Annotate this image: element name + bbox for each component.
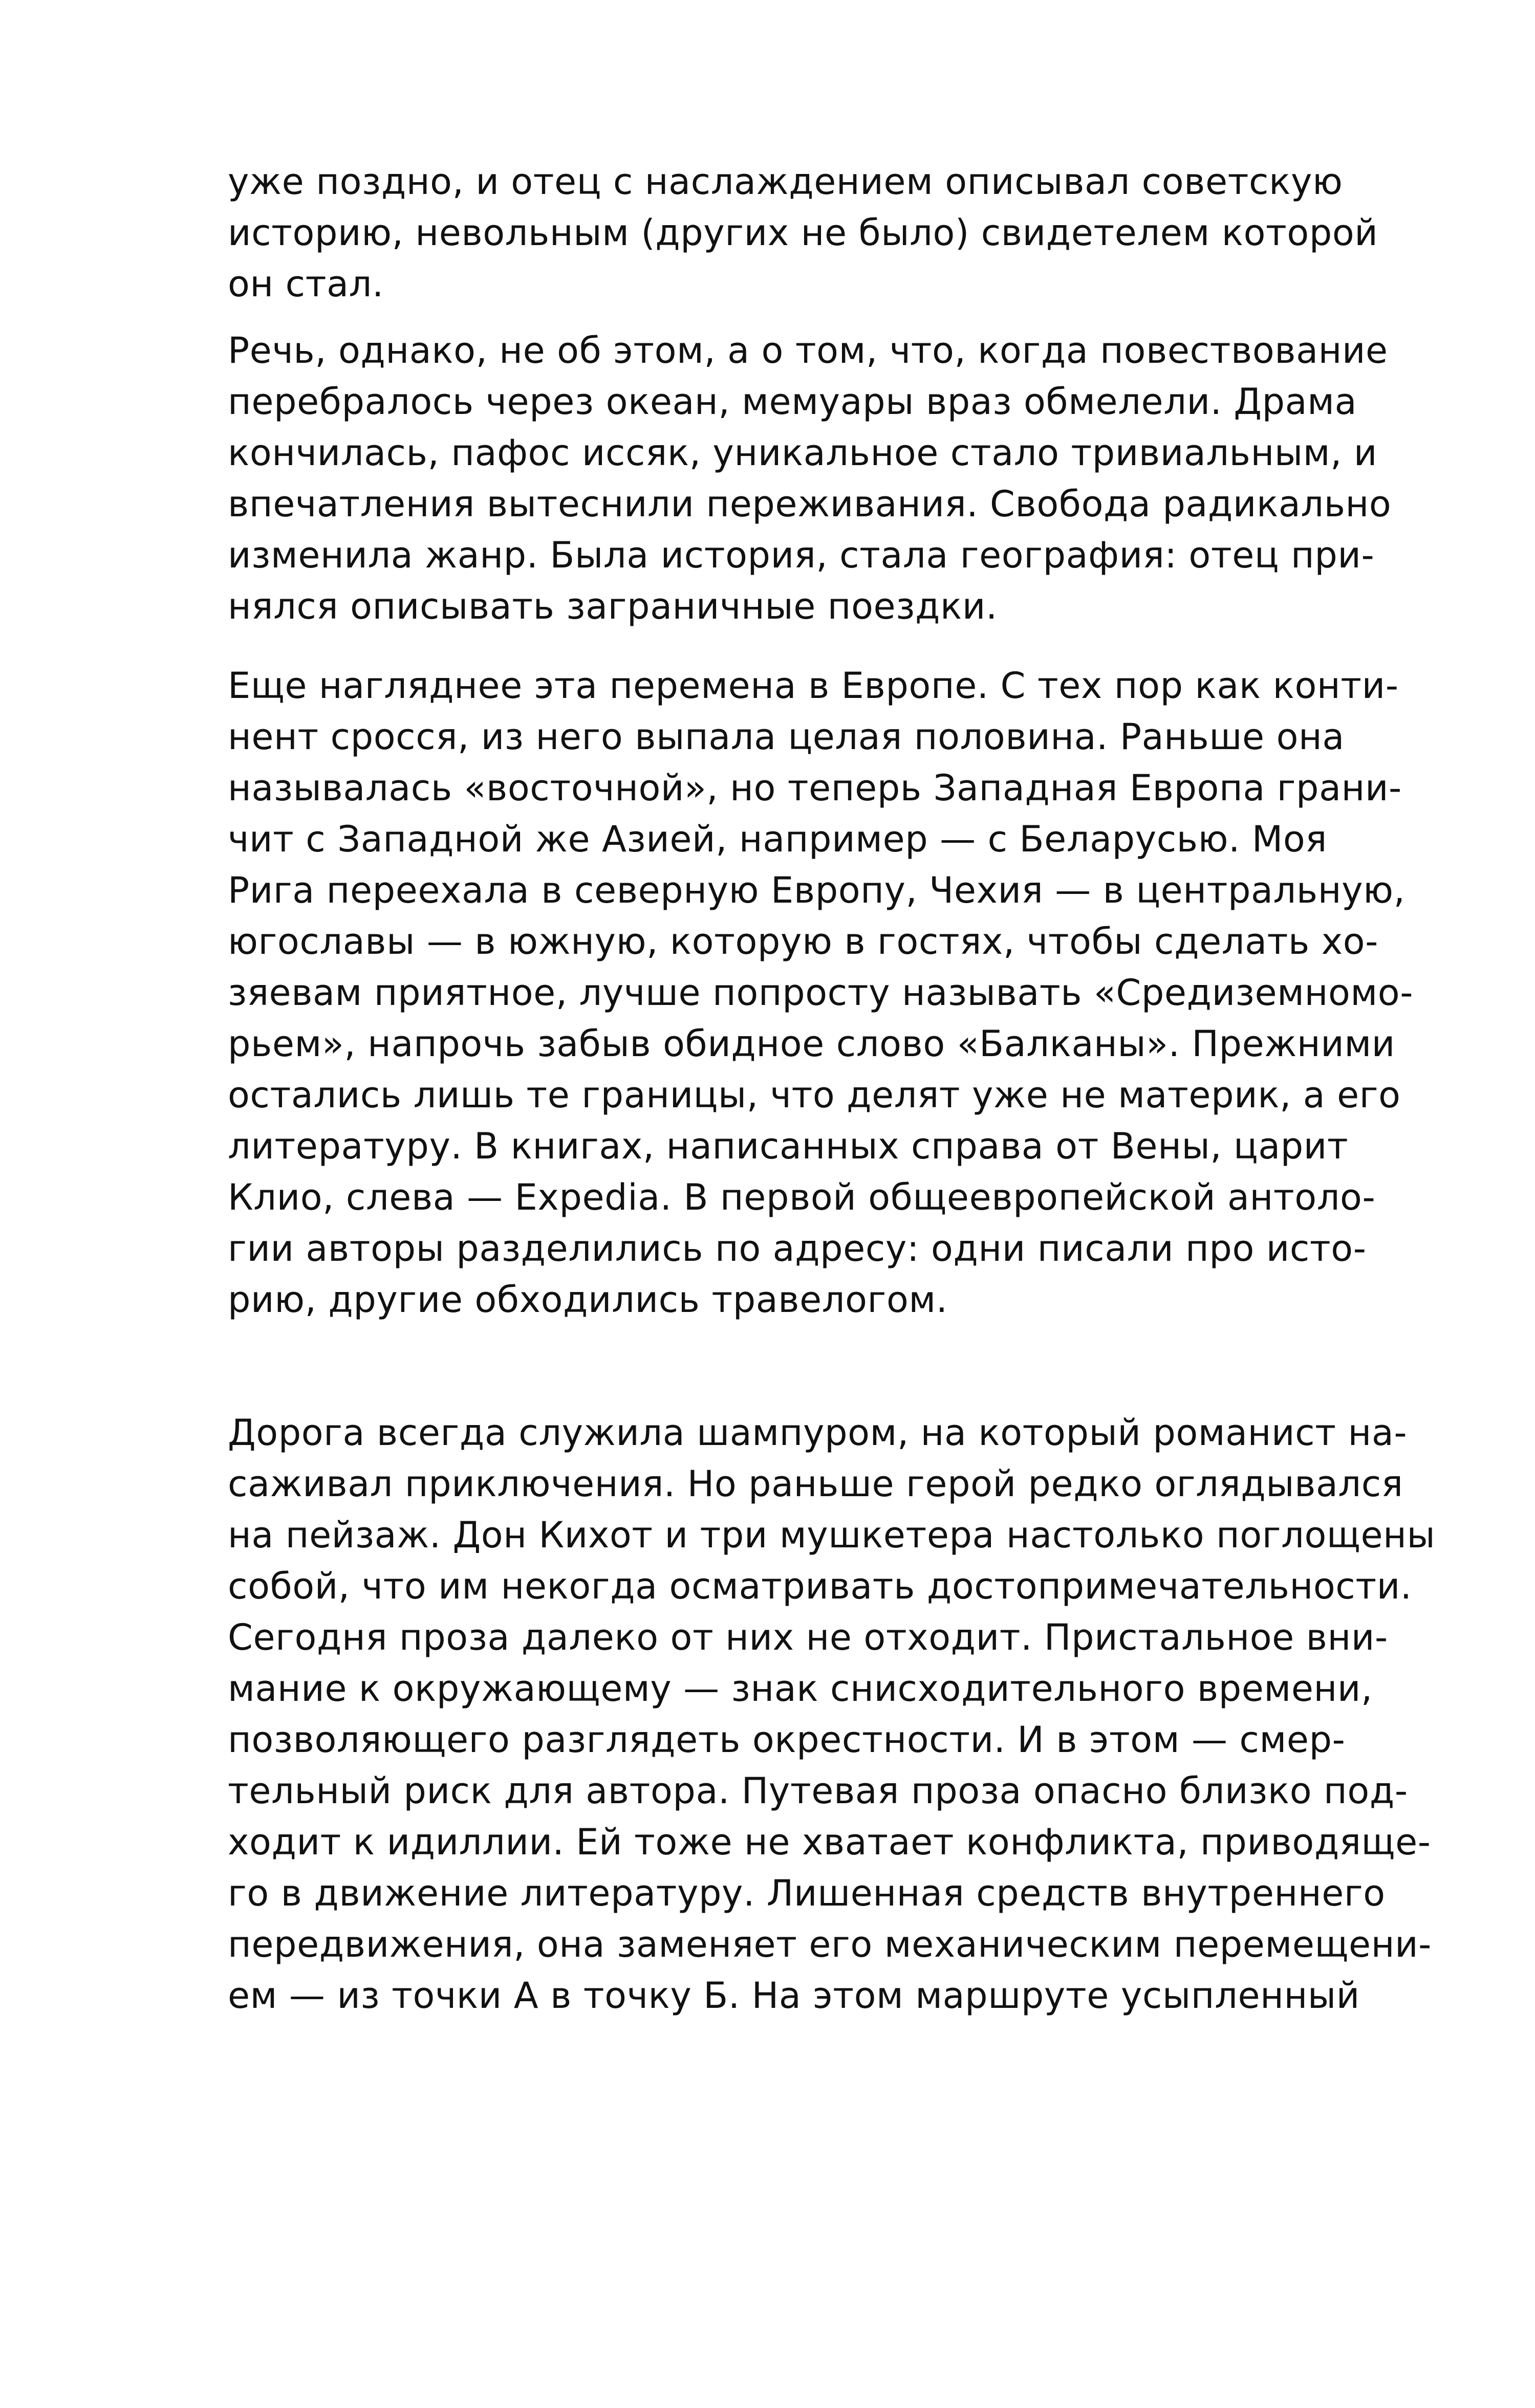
text-line: Сегодня проза далеко от них не отходит. Пристальное вни-: [228, 1616, 1388, 1658]
text-line: уже поздно, и отец с наслаждением описывал советскую: [228, 161, 1343, 203]
text-line: он стал.: [228, 263, 384, 305]
text-line: изменила жанр. Была история, стала география: отец при-: [228, 534, 1375, 576]
text-line: Дорога всегда служила шампуром, на который романист на-: [228, 1412, 1408, 1454]
text-line: югославы — в южную, которую в гостях, чтобы сделать хо-: [228, 921, 1378, 962]
text-line: Еще нагляднее эта перемена в Европе. С тех пор как конти-: [228, 665, 1399, 707]
text-line: чит с Западной же Азией, например — с Беларусью. Моя: [228, 818, 1328, 860]
text-line: Клио, слева — Expedia. В первой общеевропейской антоло-: [228, 1176, 1376, 1218]
paragraph-3: [228, 660, 1414, 1325]
text-line: Речь, однако, не об этом, а о том, что, когда повествование: [228, 330, 1388, 371]
text-line: мание к окружающему — знак снисходительного времени,: [228, 1668, 1373, 1710]
text-line: зяевам приятное, лучше попросту называть «Средиземномо-: [228, 972, 1414, 1014]
text-line: впечатления вытеснили переживания. Свобода радикально: [228, 483, 1392, 525]
text-line: историю, невольным (других не было) свидетелем которой: [228, 212, 1378, 254]
text-line: рьем», напрочь забыв обидное слово «Балканы». Прежними: [228, 1023, 1395, 1065]
text-line: ходит к идиллии. Ей тоже не хватает конфликта, приводяще-: [228, 1821, 1431, 1863]
text-line: Рига переехала в северную Европу, Чехия — в центральную,: [228, 869, 1406, 911]
text-line: нент сросся, из него выпала целая половина. Раньше она: [228, 716, 1345, 758]
text-line: позволяющего разглядеть окрестности. И в этом — смер-: [228, 1719, 1346, 1761]
text-line: на пейзаж. Дон Кихот и три мушкетера настолько поглощены: [228, 1514, 1436, 1556]
paragraph-2: [228, 325, 1392, 632]
text-line: перебралось через океан, мемуары враз обмелели. Драма: [228, 381, 1357, 423]
text-line: называлась «восточной», но теперь Западная Европа грани-: [228, 767, 1402, 809]
text-line: остались лишь те границы, что делят уже не материк, а его: [228, 1074, 1401, 1116]
paragraph-4: [228, 1407, 1436, 2021]
text-line: рию, другие обходились травелогом.: [228, 1279, 948, 1321]
text-line: собой, что им некогда осматривать достопримечательности.: [228, 1565, 1412, 1607]
text-line: ем — из точки А в точку Б. На этом маршруте усыпленный: [228, 1975, 1360, 2017]
text-line: кончилась, пафос иссяк, уникальное стало тривиальным, и: [228, 432, 1377, 474]
text-line: гии авторы разделились по адресу: одни писали про исто-: [228, 1228, 1367, 1269]
text-line: нялся описывать заграничные поездки.: [228, 585, 998, 627]
text-line: го в движение литературу. Лишенная средств внутреннего: [228, 1872, 1386, 1914]
text-line: передвижения, она заменяет его механическим перемещени-: [228, 1923, 1432, 1965]
paragraph-1: [228, 156, 1378, 310]
text-line: тельный риск для автора. Путевая проза опасно близко под-: [228, 1770, 1408, 1812]
text-line: литературу. В книгах, написанных справа от Вены, царит: [228, 1125, 1349, 1167]
text-line: саживал приключения. Но раньше герой редко оглядывался: [228, 1463, 1403, 1505]
